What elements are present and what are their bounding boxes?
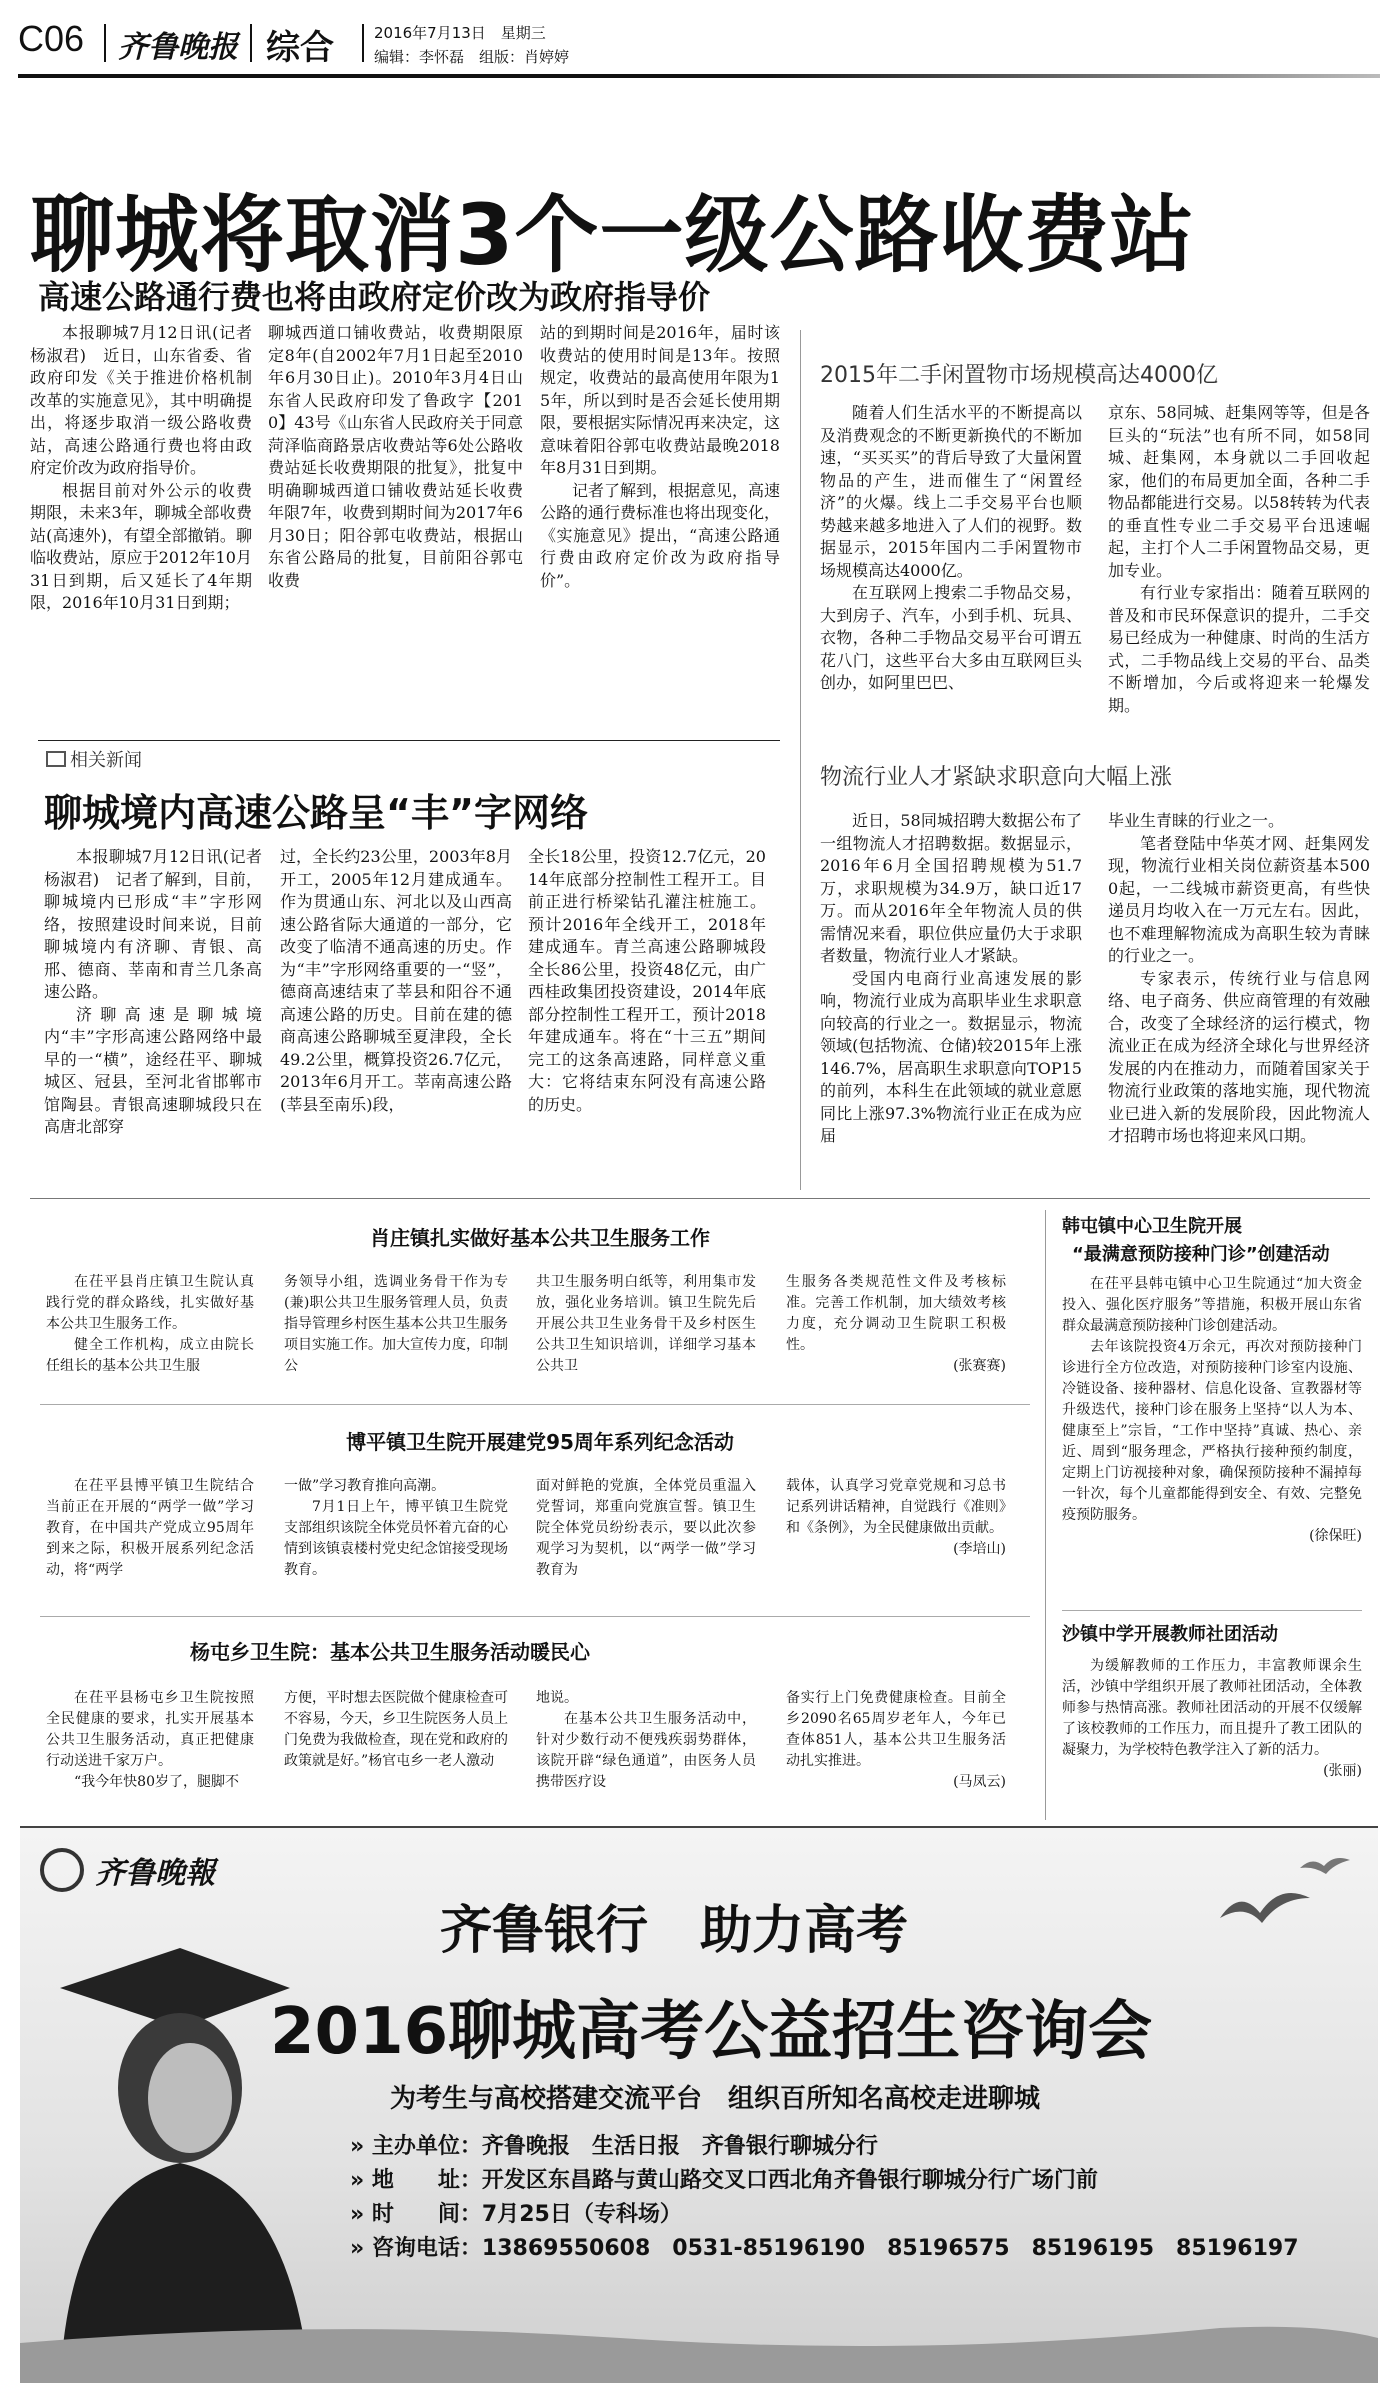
byline: (张赛赛): [953, 1358, 1006, 1374]
paragraph: 京东、58同城、赶集网等等，但是各巨头的“玩法”也有所不同，如58同城、赶集网，本身就以二手回收起家，他们的布局更加全面，各种二手物品都能进行交易。以58转转为代表的垂直性专业二手交易平台迅速崛起，主打个人二手闲置物品交易，更加专业。: [1108, 403, 1370, 580]
lead-subtitle: 高速公路通行费也将由政府定价改为政府指导价: [38, 278, 711, 316]
lead-title: 聊城将取消3个一级公路收费站: [30, 186, 1195, 284]
column-divider: [1045, 1210, 1046, 1820]
health3-col-1: [46, 1688, 254, 1816]
health2-col-1: [46, 1476, 254, 1606]
section-rule: [40, 1404, 1030, 1405]
ad-logo: [40, 1848, 290, 1898]
paragraph: 聊城西道口铺收费站，收费期限原定8年(自2002年7月1日起至2010年6月30日止)。2010年3月4日山东省人民政府印发了鲁政字【2010】43号《山东省人民政府关于同意菏泽临商路景店收费站等6处公路收费站延长收费期限的批复》，批复中明确聊城西道口铺收费站延长收费年限7年，收费到期时间为2017年6月30日；阳谷郭屯收费站，根据山东省公路局的批复，目前阳谷郭屯收费: [268, 323, 523, 590]
ad-info-row: [350, 2198, 1350, 2232]
brand-logo: 齐鲁晚报: [118, 30, 238, 65]
paragraph: 务领导小组，选调业务骨干作为专(兼)职公共卫生服务管理人员，负责指导管理乡村医生基本公共卫生服务项目实施工作。加大宣传力度，印制公: [284, 1274, 508, 1374]
ad-info-row: [350, 2130, 1350, 2164]
ad-line-2: 2016聊城高考公益招生咨询会: [270, 1995, 1153, 2069]
section-rule: [40, 1616, 1030, 1617]
ad-info-row: [350, 2164, 1350, 2198]
side1-title2: “最满意预防接种门诊”创建活动: [1072, 1244, 1330, 1265]
paragraph: 在互联网上搜索二手物品交易，大到房子、汽车，小到手机、玩具、衣物，各种二手物品交易平台可谓五花八门，这些平台大多由互联网巨头创办，如阿里巴巴、: [820, 583, 1082, 692]
paragraph: 过，全长约23公里，2003年8月开工，2005年12月建成通车。作为贯通山东、河北以及山西高速公路省际大通道的一部分，它改变了临清不通高速的历史。作为“丰”字形网络重要的一“竖”，德商高速结束了莘县和阳谷不通高速公路的历史。目前在建的德商高速公路聊城至夏津段，全长49.2公里，概算投资26.7亿元，2013年6月开工。莘南高速公路(莘县至南乐)段，: [280, 847, 512, 1114]
arrow-icon: »: [350, 2134, 365, 2159]
byline: (徐保旺): [1309, 1528, 1362, 1544]
ad-info-row: [350, 2232, 1350, 2266]
ad-info-value: 齐鲁晚报 生活日报 齐鲁银行聊城分行: [481, 2134, 878, 2159]
paragraph: 在茌平县韩屯镇中心卫生院通过“加大资金投入、强化医疗服务”等措施，积极开展山东省群众最满意预防接种门诊创建活动。: [1062, 1276, 1362, 1334]
lead-col-2: [268, 322, 523, 712]
paragraph: 在茌平县博平镇卫生院结合当前正在开展的“两学一做”学习教育，在中国共产党成立95周年到来之际，积极开展系列纪念活动，将“两学: [46, 1478, 254, 1578]
paragraph: 专家表示，传统行业与信息网络、电子商务、供应商管理的有效融合，改变了全球经济的运行模式，物流业正在成为经济全球化与世界经济发展的内在推动力，而随着国家关于物流行业政策的落地实施，现代物流业已进入新的发展阶段，因此物流人才招聘市场也将迎来风口期。: [1108, 968, 1370, 1145]
ad-brand: 齐鲁晚報: [95, 1856, 216, 1891]
health2-col-2: [284, 1476, 508, 1606]
news-icon: [46, 751, 66, 767]
divider: [104, 24, 106, 62]
right-a-title: 2015年二手闲置物市场规模高达4000亿: [820, 363, 1218, 388]
editors: 编辑：李怀磊 组版：肖婷婷: [374, 48, 570, 66]
health3-col-3: [536, 1688, 756, 1816]
paragraph: 有行业专家指出：随着互联网的普及和市民环保意识的提升，二手交易已经成为一种健康、时尚的生活方式，二手物品线上交易的平台、品类不断增加，今后或将迎来一轮爆发期。: [1108, 583, 1370, 715]
header-rule: [18, 74, 1380, 78]
right-a-col-2: [1108, 402, 1370, 742]
health3-col-2: [284, 1688, 508, 1816]
health1-col-2: [284, 1272, 508, 1392]
related-tag-label: 相关新闻: [70, 750, 142, 771]
ad-info-label: 主办单位：: [371, 2134, 482, 2159]
paragraph: 地说。: [536, 1690, 578, 1706]
ground-illustration: [20, 2298, 1378, 2383]
paragraph: 受国内电商行业高速发展的影响，物流行业成为高职毕业生求职意向较高的行业之一。数据显示，物流领域(包括物流、仓储)较2015年上涨146.7%，居高职生求职意向TOP15的前列，本科生在此领域的就业意愿同比上涨97.3%物流行业正在成为应届: [820, 968, 1082, 1145]
health2-col-3: [536, 1476, 756, 1606]
byline: (马凤云): [953, 1774, 1006, 1790]
second-col-2: [280, 846, 512, 1176]
health1-col-3: [536, 1272, 756, 1392]
arrow-icon: »: [350, 2202, 365, 2227]
lead-col-3: [540, 322, 780, 712]
paragraph: 笔者登陆中华英才网、赶集网发现，物流行业相关岗位薪资基本5000起，一二线城市薪资更高，有些快递员月均收入在一万元左右。因此，也不难理解物流成为高职生较为青睐的行业之一。: [1108, 833, 1370, 965]
section-rule: [30, 1198, 1370, 1199]
health3-title: 杨屯乡卫生院：基本公共卫生服务活动暖民心: [190, 1640, 590, 1664]
ad-info-list: [350, 2130, 1350, 2266]
bird-icon: [1220, 1893, 1310, 1923]
ad-info-value: 开发区东昌路与黄山路交叉口西北角齐鲁银行聊城分行广场门前: [481, 2168, 1098, 2193]
side2-body: [1062, 1656, 1362, 1818]
section-rule: [38, 740, 780, 741]
paragraph: 共卫生服务明白纸等，利用集市发放，强化业务培训。镇卫生院先后开展公共卫生业务骨干及乡村医生公共卫生知识培训，详细学习基本公共卫: [536, 1274, 756, 1374]
health2-title: 博平镇卫生院开展建党95周年系列纪念活动: [346, 1430, 734, 1454]
ad-info-value: 7月25日（专科场）: [481, 2202, 682, 2227]
divider: [362, 24, 364, 62]
paragraph: 本报聊城7月12日讯(记者 杨淑君) 记者了解到，目前，聊城境内已形成“丰”字形网络，按照建设时间来说，目前聊城境内有济聊、青银、高邢、德商、莘南和青兰几条高速公路。: [44, 847, 279, 1001]
paragraph: 方便，平时想去医院做个健康检查可不容易，今天，乡卫生院医务人员上门免费为我做检查，现在党和政府的政策就是好。”杨官屯乡一老人激动: [284, 1690, 508, 1769]
paragraph: 面对鲜艳的党旗，全体党员重温入党誓词，郑重向党旗宣誓。镇卫生院全体党员纷纷表示，要以此次参观学习为契机，以“两学一做”学习教育为: [536, 1478, 756, 1578]
paragraph: 生服务各类规范性文件及考核标准。完善工作机制，加大绩效考核力度，充分调动卫生院职工积极性。: [786, 1274, 1006, 1353]
arrow-icon: »: [350, 2236, 365, 2261]
paragraph: 为缓解教师的工作压力，丰富教师课余生活，沙镇中学组织开展了教师社团活动，全体教师参与热情高涨。教师社团活动的开展不仅缓解了该校教师的工作压力，而且提升了教工团队的凝聚力，为学校特色教学注入了新的活力。: [1062, 1658, 1362, 1758]
paragraph: 毕业生青睐的行业之一。: [1108, 811, 1285, 830]
right-b-col-2: [1108, 810, 1370, 1185]
second-col-1: [44, 846, 279, 1176]
right-b-title: 物流行业人才紧缺求职意向大幅上涨: [820, 765, 1173, 790]
paragraph: 在基本公共卫生服务活动中，针对少数行动不便残疾弱势群体，该院开辟“绿色通道”，由医务人员携带医疗设: [536, 1711, 756, 1790]
lead-col-1: [30, 322, 269, 712]
logo-swirl-icon: [40, 1848, 84, 1892]
health3-col-4: [786, 1688, 1006, 1816]
bird-icon: [1300, 1858, 1350, 1874]
advertisement: [20, 1826, 1378, 2383]
paragraph: 在茌平县杨屯乡卫生院按照全民健康的要求，扎实开展基本公共卫生服务活动，真正把健康行动送进千家万户。: [46, 1690, 254, 1769]
paragraph: 近日，58同城招聘大数据公布了一组物流人才招聘数据。数据显示，2016年6月全国招聘规模为51.7万，求职规模为34.9万，缺口近17万。而从2016年全年物流人员的供需情况来看，职位供应量仍大于求职者数量，物流行业人才紧缺。: [820, 811, 1082, 965]
paragraph: 去年该院投资4万余元，再次对预防接种门诊进行全方位改造，对预防接种门诊室内设施、冷链设备、接种器材、信息化设备、宣教器材等升级迭代，接种门诊在服务上坚持“以人为本、健康至上”宗旨，“工作中坚持”真诚、热心、亲近、周到“服务理念，严格执行接种预约制度，定期上门访视接种对象，确保预防接种不漏掉每一针次，每个儿童都能得到安全、有效、完整免疫预防服务。: [1062, 1339, 1362, 1523]
ad-info-label: 咨询电话：: [371, 2236, 482, 2261]
birds-illustration: [1200, 1848, 1360, 1958]
right-a-col-1: [820, 402, 1082, 742]
paragraph: 一做”学习教育推向高潮。: [284, 1478, 446, 1494]
side1-body: [1062, 1274, 1362, 1604]
paragraph: 随着人们生活水平的不断提高以及消费观念的不断更新换代的不断加速，“买买买”的背后导致了大量闲置物品的产生，进而催生了“闲置经济”的火爆。线上二手交易平台也顺势越来越多地进入了人们的视野。数据显示，2015年国内二手闲置物市场规模高达4000亿。: [820, 403, 1082, 580]
section-rule: [1062, 1610, 1362, 1611]
paragraph: 济聊高速是聊城境内“丰”字形高速公路网络中最早的一“横”，途经茌平、聊城城区、冠县，至河北省邯郸市馆陶县。青银高速聊城段只在高唐北部穿: [44, 1004, 262, 1136]
ad-info-label: 地 址：: [371, 2168, 482, 2193]
arrow-icon: »: [350, 2168, 365, 2193]
page-number: C06: [18, 18, 85, 59]
ad-line-1: 齐鲁银行 助力高考: [440, 1901, 909, 1961]
masthead: [0, 0, 1395, 80]
right-b-col-1: [820, 810, 1082, 1185]
paragraph: 载体，认真学习党章党规和习总书记系列讲话精神，自觉践行《准则》和《条例》，为全民健康做出贡献。: [786, 1478, 1006, 1536]
health1-col-1: [46, 1272, 254, 1392]
paragraph: 7月1日上午，博平镇卫生院党支部组织该院全体党员怀着亢奋的心情到该镇袁楼村党史纪念馆接受现场教育。: [284, 1499, 508, 1578]
section-name: 综合: [266, 28, 334, 68]
paragraph: 在茌平县肖庄镇卫生院认真践行党的群众路线，扎实做好基本公共卫生服务工作。: [46, 1274, 254, 1332]
byline: (张丽): [1323, 1763, 1362, 1779]
paragraph: 备实行上门免费健康检查。目前全乡2090名65周岁老年人，今年已查体851人，基本公共卫生服务活动扎实推进。: [786, 1690, 1006, 1769]
paragraph: 健全工作机构，成立由院长任组长的基本公共卫生服: [46, 1337, 254, 1374]
paragraph: 站的到期时间是2016年，届时该收费站的使用时间是13年。按照规定，收费站的最高使用年限为15年，所以到时是否会延长使用期限，要根据实际情况再来决定，这意味着阳谷郭屯收费站最晚2018年8月31日到期。: [540, 323, 781, 477]
paragraph: “我今年快80岁了，腿脚不: [74, 1774, 239, 1790]
ad-info-value: 13869550608 0531-85196190 85196575 85196195 85196197: [481, 2236, 1299, 2261]
related-tag: [46, 746, 142, 772]
health1-title: 肖庄镇扎实做好基本公共卫生服务工作: [370, 1226, 710, 1250]
column-divider: [800, 330, 801, 1190]
ad-line-3: 为考生与高校搭建交流平台 组织百所知名高校走进聊城: [390, 2084, 1041, 2114]
paragraph: 记者了解到，根据意见，高速公路的通行费标准也将出现变化，《实施意见》提出，“高速公路通行费由政府定价改为政府指导价”。: [540, 480, 781, 590]
paragraph: 根据目前对外公示的收费期限，未来3年，聊城全部收费站(高速外)，有望全部撤销。聊临收费站，原应于2012年10月31日到期，后又延长了4年期限，2016年10月31日到期；: [30, 480, 252, 612]
second-title: 聊城境内高速公路呈“丰”字网络: [44, 791, 588, 835]
side1-title: 韩屯镇中心卫生院开展: [1062, 1216, 1242, 1237]
byline: (李培山): [953, 1541, 1006, 1557]
health1-col-4: [786, 1272, 1006, 1392]
side2-title: 沙镇中学开展教师社团活动: [1062, 1624, 1278, 1645]
health2-col-4: [786, 1476, 1006, 1606]
divider: [250, 24, 252, 62]
issue-date: 2016年7月13日 星期三: [374, 24, 546, 42]
ad-info-label: 时 间：: [371, 2202, 482, 2227]
paragraph: 本报聊城7月12日讯(记者 杨淑君) 近日，山东省委、省政府印发《关于推进价格机制改革的实施意见》，其中明确提出，将逐步取消一级公路收费站，高速公路通行费也将由政府定价改为政府指导价。: [30, 323, 269, 477]
paragraph: 全长18公里，投资12.7亿元，2014年底部分控制性工程开工。目前正进行桥梁钻孔灌注桩施工。预计2016年全线开工，2018年建成通车。青兰高速公路聊城段全长86公里，投资48亿元，由广西桂政集团投资建设，2014年底部分控制性工程开工，预计2018年建成通车。将在“十三五”期间完工的这条高速路，同样意义重大：它将结束东阿没有高速公路的历史。: [528, 847, 766, 1114]
second-col-3: [528, 846, 766, 1176]
